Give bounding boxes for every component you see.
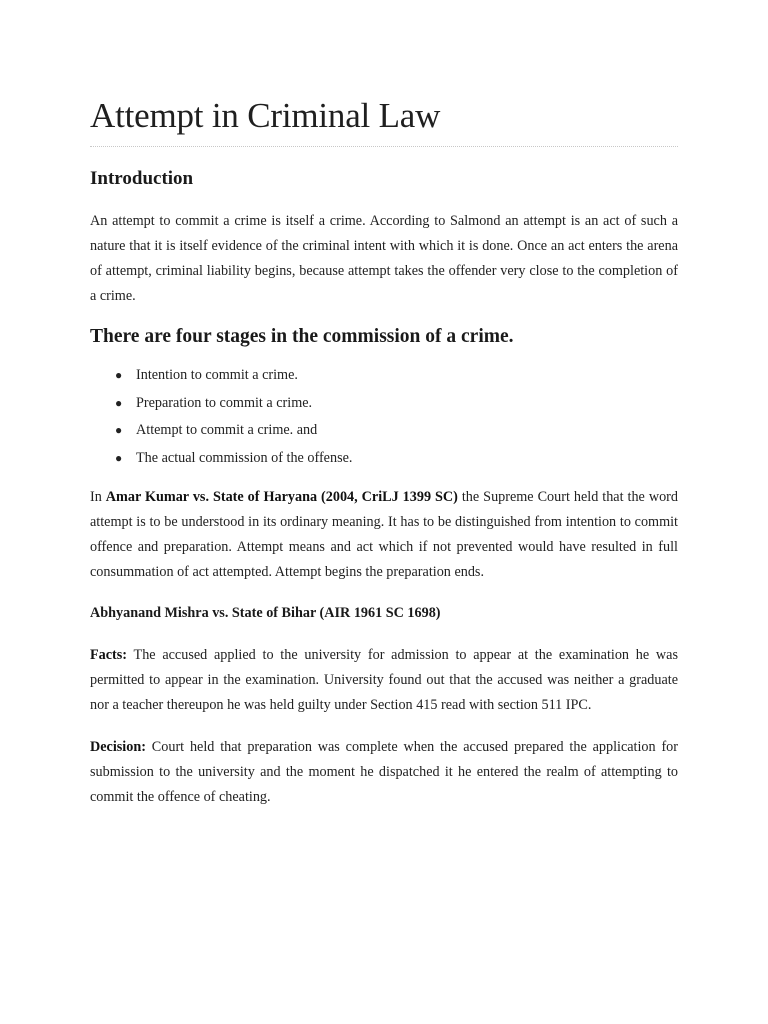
decision-text: Court held that preparation was complete when the accused prepared the application for submission to the university and the moment he dispatched it he entered the realm of attempting to commit the offence of cheating. (90, 739, 678, 805)
amar-prefix: In (90, 489, 106, 505)
amar-case-name: Amar Kumar vs. State of Haryana (2004, CriLJ 1399 SC) (105, 489, 458, 505)
introduction-heading: Introduction (90, 168, 194, 189)
title-divider (90, 146, 678, 147)
decision-paragraph (90, 735, 678, 810)
facts-label: Facts: (90, 647, 128, 663)
facts-text: The accused applied to the university for admission to appear at the examination he was permitted to appear in the examination. University found out that the accused was neither a graduate nor a teacher thereupon he was held guilty under Section 415 read with section 511 IPC. (90, 647, 678, 713)
bullet-icon: ● (115, 450, 123, 465)
abhyanand-case-heading: Abhyanand Mishra vs. State of Bihar (AIR 1961 SC 1698) (90, 605, 441, 621)
list-item-text: Intention to commit a crime. (136, 367, 298, 383)
list-item (115, 390, 678, 418)
amar-kumar-paragraph (90, 485, 678, 585)
list-item (115, 362, 678, 390)
bullet-icon: ● (115, 368, 123, 382)
list-item (115, 417, 678, 445)
amar-text: the Supreme Court held that the word attempt is to be understood in its ordinary meaning. It has to be distinguished from intention to commit offence and preparation. Attempt means and act which if not prevented would have resulted in full consummation of act attempted. Attempt begins the preparation ends. (90, 489, 678, 580)
stages-list (90, 362, 678, 472)
bullet-icon: ● (115, 423, 123, 437)
list-item (115, 445, 678, 473)
bullet-icon: ● (115, 395, 123, 410)
document-title: Attempt in Criminal Law (90, 96, 441, 135)
stages-heading: There are four stages in the commission of a crime. (90, 326, 514, 347)
facts-paragraph (90, 643, 678, 718)
list-item-text: Attempt to commit a crime. and (136, 422, 318, 438)
list-item-text: The actual commission of the offense. (136, 449, 353, 466)
decision-label: Decision: (90, 739, 146, 755)
introduction-paragraph: An attempt to commit a crime is itself a crime. According to Salmond an attempt is an act of such a nature that it is itself evidence of the criminal intent with which it is done. Once an act enters the arena of attempt, criminal liability begins, because attempt takes the offender very close to the completion of a crime. (90, 213, 678, 304)
list-item-text: Preparation to commit a crime. (136, 394, 313, 411)
